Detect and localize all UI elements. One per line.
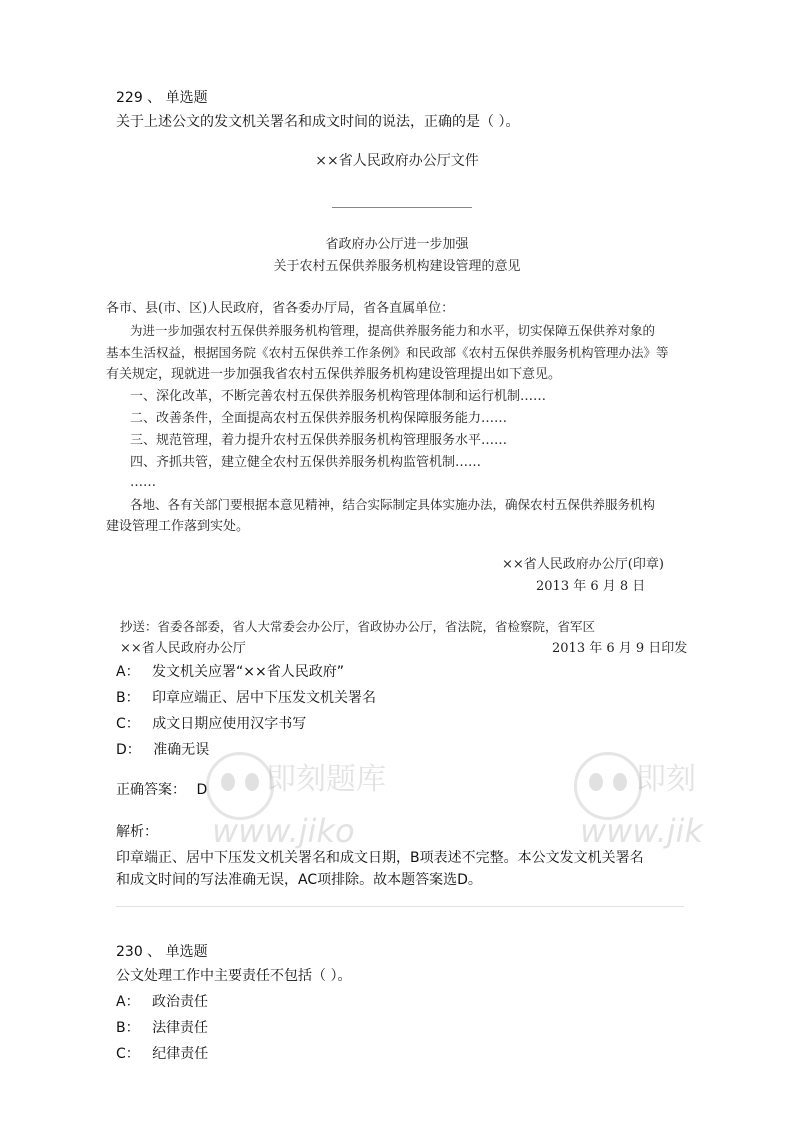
q229-option-a[interactable] xyxy=(116,662,344,682)
doc-item-2: 二、改善条件，全面提高农村五保供养服务机构保障服务能力…… xyxy=(130,411,508,426)
q229-option-b[interactable] xyxy=(116,688,376,708)
option-label: C： xyxy=(116,1046,140,1062)
doc-header: ××省人民政府办公厅文件 xyxy=(315,153,479,169)
option-label: B： xyxy=(116,690,140,706)
correct-answer xyxy=(116,780,207,800)
q229-option-d[interactable] xyxy=(116,740,209,760)
doc-para1-line3: 有关规定，现就进一步加强我省农村五保供养服务机构建设管理提出如下意见。 xyxy=(106,367,562,382)
official-document-image xyxy=(104,140,690,660)
option-label: B： xyxy=(116,1020,140,1036)
option-text: 纪律责任 xyxy=(152,1046,209,1062)
doc-ellipsis: …… xyxy=(130,475,156,490)
analysis-line2: 和成文时间的写法准确无误，AC项排除。故本题答案选D。 xyxy=(116,872,482,888)
option-label: A： xyxy=(116,994,140,1010)
doc-item-3: 三、规范管理，着力提升农村五保供养服务机构管理服务水平…… xyxy=(130,433,508,448)
option-label: A： xyxy=(116,664,140,680)
watermark-url: www.jiko xyxy=(212,812,355,850)
question-230-stem: 公文处理工作中主要责任不包括（ ）。 xyxy=(116,968,352,984)
doc-date: 2013 年 6 月 8 日 xyxy=(536,579,646,594)
panda-logo-icon xyxy=(574,752,642,820)
watermark-url-partial: www.jik xyxy=(580,812,703,850)
doc-header-rule xyxy=(332,207,472,208)
q230-option-b[interactable] xyxy=(116,1018,208,1038)
doc-para1-line1: 为进一步加强农村五保供养服务机构管理，提高供养服务能力和水平，切实保障五保供养对象的 xyxy=(130,323,656,338)
question-229-heading: 229 、 单选题 xyxy=(116,90,208,106)
q230-option-a[interactable] xyxy=(116,992,208,1012)
doc-title-line1: 省政府办公厅进一步加强 xyxy=(325,237,469,252)
q230-option-c[interactable] xyxy=(116,1044,208,1064)
option-label: C： xyxy=(116,716,140,732)
question-divider xyxy=(116,906,684,907)
option-text: 发文机关应署“××省人民政府” xyxy=(152,664,344,680)
doc-title-line2: 关于农村五保供养服务机构建设管理的意见 xyxy=(273,259,521,274)
watermark-brand-partial: 即刻 xyxy=(636,762,696,797)
doc-item-1: 一、深化改革，不断完善农村五保供养服务机构管理体制和运行机制…… xyxy=(130,389,547,404)
doc-para1-line2: 基本生活权益，根据国务院《农村五保供养工作条例》和民政部《农村五保供养服务机构管理办法》等 xyxy=(106,345,669,360)
question-230-heading: 230 、 单选题 xyxy=(116,944,208,960)
option-text: 准确无误 xyxy=(153,742,210,758)
doc-signature: ××省人民政府办公厅(印章) xyxy=(502,557,664,572)
option-label: D： xyxy=(116,742,141,758)
option-text: 印章应端正、居中下压发文机关署名 xyxy=(152,690,377,706)
doc-address: 各市、县(市、区)人民政府，省各委办厅局，省各直属单位： xyxy=(106,301,455,316)
analysis-label: 解析： xyxy=(116,824,158,840)
option-text: 政治责任 xyxy=(152,994,209,1010)
answer-value: D xyxy=(196,782,208,798)
doc-para2-line2: 建设管理工作落到实处。 xyxy=(106,519,250,534)
answer-label: 正确答案： xyxy=(116,782,186,798)
option-text: 法律责任 xyxy=(152,1020,209,1036)
doc-item-4: 四、齐抓共管，建立健全农村五保供养服务机构监管机制…… xyxy=(130,455,482,470)
doc-issuer: ××省人民政府办公厅 xyxy=(120,641,246,656)
doc-issue-date: 2013 年 6 月 9 日印发 xyxy=(552,641,688,656)
analysis-line1: 印章端正、居中下压发文机关署名和成文日期，B项表述不完整。本公文发文机关署名 xyxy=(116,850,644,866)
doc-cc: 抄送：省委各部委，省人大常委会办公厅，省政协办公厅，省法院，省检察院，省军区 xyxy=(120,619,596,634)
doc-para2-line1: 各地、各有关部门要根据本意见精神，结合实际制定具体实施办法，确保农村五保供养服务机构 xyxy=(130,497,656,512)
q229-option-c[interactable] xyxy=(116,714,306,734)
question-229-stem: 关于上述公文的发文机关署名和成文时间的说法，正确的是（ ）。 xyxy=(116,114,520,130)
panda-logo-icon xyxy=(206,752,274,820)
option-text: 成文日期应使用汉字书写 xyxy=(152,716,307,732)
watermark-brand: 即刻题库 xyxy=(266,762,386,797)
